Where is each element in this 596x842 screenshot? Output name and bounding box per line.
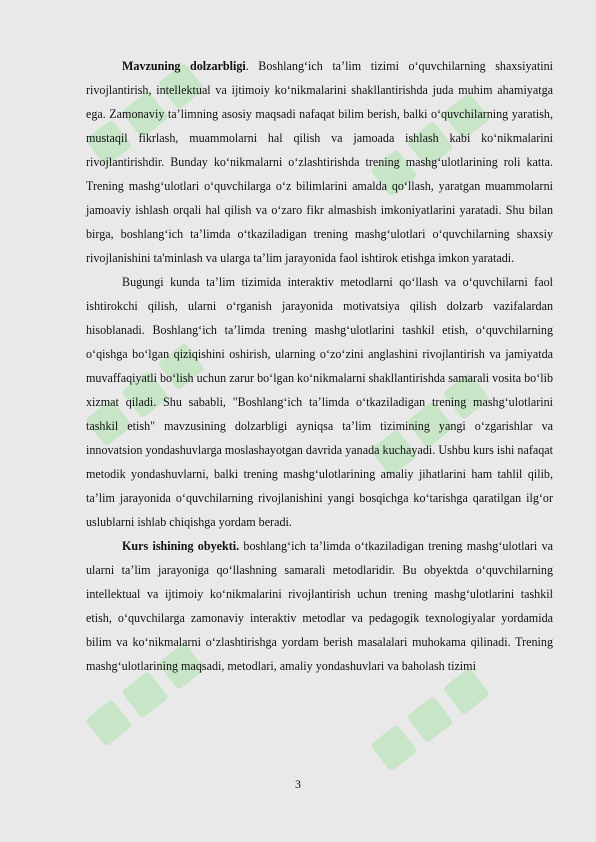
paragraph-text: . Boshlang‘ich ta’lim tizimi o‘quvchilarning shaxsiyatini rivojlantirish, intellektual va ijtimoiy ko‘nikmalarini shakllantirishda juda muhim ahamiyatga ega. Zamonaviy ta’limning asosiy maqsadi nafaqat bilim berish, balki o‘quvchilarning yaratish, mustaqil fikrlash, muammolarni hal qilish va jamoada ishlash kabi ko‘nikmalarini rivojlantirishdir. Bunday ko‘nikmalarni o‘zlashtirishda trening mashg‘ulotlarining roli katta. Trening mashg‘ulotlari o‘quvchilarga o‘z bilimlarini amalda qo‘llash, yaratgan muammolarni jamoaviy ishlash orqali hal qilish va o‘zaro fikr almashish imkoniyatlarini yaratadi. Shu bilan birga, boshlang‘ich ta’limda o‘tkaziladigan trening mashg‘ulotlari o‘quvchilarning shaxsiy rivojlanishini ta'minlash va ularga ta’lim jarayonida faol ishtirok etishga imkon yaratadi. (86, 59, 554, 265)
paragraph-current-context (86, 270, 553, 534)
paragraph-relevance (86, 54, 553, 270)
paragraph-text: Bugungi kunda ta’lim tizimida interaktiv metodlarni qo‘llash va o‘quvchilarni faol ishtirokchi qilish, ularni o‘rganish jarayonida motivatsiya qilish dolzarb vazifalardan hisoblanadi. Boshlang‘ich ta’limda trening mashg‘ulotlarini tashkil etish, o‘quvchilarning o‘qishga bo‘lgan qiziqishini oshirish, ularning o‘zo‘zini anglashini rivojlantirish va jamiyatda muvaffaqiyatli bo‘lish uchun zarur bo‘lgan ko‘nikmalarni shakllantirishda samarali vosita bo‘lib xizmat qiladi. Shu sababli, "Boshlang‘ich ta’limda o‘tkaziladigan trening mashg‘ulotlarini tashkil etish" mavzusining dolzarbligi ayniqsa ta’lim tizimining yangi o‘zgarishlar va innovatsion yondashuvlarga moslashayotgan davrida yanada kuchayadi. Ushbu kurs ishi nafaqat metodik yondashuvlarni, balki trening mashg‘ulotlarining amaliy jihatlarini ham tahlil qilib, ta’lim jarayonida o‘quvchilarning rivojlanishini yangi bosqichga ko‘tarishga qaratilgan ilg‘or uslublarni ishlab chiqishga yordam beradi. (86, 275, 553, 529)
page-number: 3 (295, 777, 301, 791)
paragraph-lead: Kurs ishining obyekti. (122, 539, 240, 553)
paragraph-text: boshlang‘ich ta’limda o‘tkaziladigan trening mashg‘ulotlari va ularni ta’lim jarayoniga qo‘llashning samarali metodlaridir. Bu obyektda o‘quvchilarning intellektual va ijtimoiy ko‘nikmalarini rivojlantirish uchun trening mashg‘ulotlarini tashkil etish, o‘quvchilarga zamonaviy interaktiv metodlar va pedagogik texnologiyalar yordamida bilim va ko‘nikmalarni o‘zlashtirishga yordam berish masalalari muhokama qilinadi. Trening mashg‘ulotlarining maqsadi, metodlari, amaliy yondashuvlari va baholash tizimi (86, 539, 553, 673)
document-body (86, 54, 553, 678)
paragraph-lead: Mavzuning dolzarbligi (122, 59, 246, 73)
paragraph-object (86, 534, 553, 678)
